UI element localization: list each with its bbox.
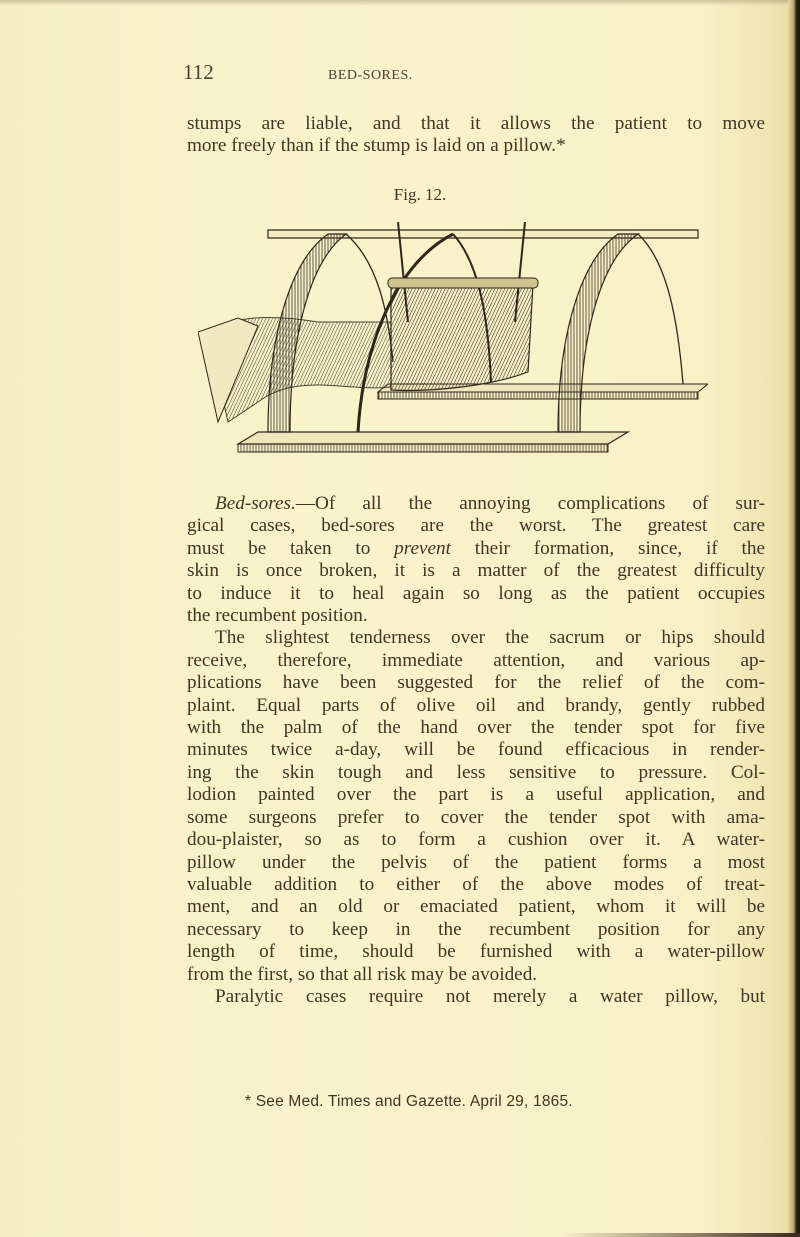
text-line: to induce it to heal again so long as the patient occupies bbox=[187, 582, 765, 604]
footnote: * See Med. Times and Gazette. April 29, 1865. bbox=[245, 1093, 573, 1110]
intro-text bbox=[187, 113, 765, 158]
text-line: some surgeons prefer to cover the tender spot with ama- bbox=[187, 806, 765, 828]
text-line: minutes twice a-day, will be found efficacious in render- bbox=[187, 739, 765, 761]
text-line: necessary to keep in the recumbent position for any bbox=[187, 918, 765, 940]
running-head bbox=[183, 60, 703, 90]
text-line: length of time, should be furnished with a water-pillow bbox=[187, 941, 765, 963]
figure-caption: Fig. 12. bbox=[393, 185, 447, 204]
page-binding-edge bbox=[788, 0, 800, 1237]
page-number: 112 bbox=[183, 60, 214, 84]
text-line: ing the skin tough and less sensitive to pressure. Col- bbox=[187, 761, 765, 783]
text-line: pillow under the pelvis of the patient forms a most bbox=[187, 851, 765, 873]
text-line: Paralytic cases require not merely a water pillow, but bbox=[215, 985, 765, 1007]
paragraph-bed-sores-line: Bed-sores.—Of all the annoying complications of sur- bbox=[215, 493, 765, 514]
body-text bbox=[187, 493, 765, 1008]
text-line: gical cases, bed-sores are the worst. The greatest care bbox=[187, 515, 765, 537]
emphasis-prevent: prevent bbox=[394, 537, 451, 559]
text-line: dou-plaister, so as to form a cushion over it. A water- bbox=[187, 829, 765, 851]
text-line: plaint. Equal parts of olive oil and brandy, gently rubbed bbox=[187, 694, 765, 716]
text-line: stumps are liable, and that it allows the patient to move bbox=[187, 113, 765, 134]
running-head-title: BED-SORES. bbox=[328, 68, 413, 83]
text-line: The slightest tenderness over the sacrum or hips should bbox=[215, 627, 765, 649]
page-top-shadow bbox=[0, 0, 800, 6]
text-line: from the first, so that all risk may be avoided. bbox=[187, 963, 538, 985]
text-line: with the palm of the hand over the tender spot for five bbox=[187, 717, 765, 739]
text-line: more freely than if the stump is laid on a pillow.* bbox=[187, 135, 566, 157]
text-line: receive, therefore, immediate attention, and various ap- bbox=[187, 649, 765, 671]
section-lead-italic: Bed-sores. bbox=[215, 493, 296, 514]
text-line: skin is once broken, it is a matter of the greatest difficulty bbox=[187, 560, 765, 582]
page-bottom-edge bbox=[560, 1233, 800, 1237]
text-line: valuable addition to either of the above modes of treat- bbox=[187, 873, 765, 895]
text-line: plications have been suggested for the relief of the com- bbox=[187, 672, 765, 694]
text-line: lodion painted over the part is a useful application, and bbox=[187, 784, 765, 806]
figure-stump-cradle bbox=[198, 222, 708, 462]
stump-cradle-illustration bbox=[198, 222, 708, 462]
text-line: the recumbent position. bbox=[187, 605, 368, 627]
text-line: must be taken to prevent their formation, since, if the bbox=[187, 537, 765, 559]
text-line: ment, and an old or emaciated patient, whom it will be bbox=[187, 896, 765, 918]
